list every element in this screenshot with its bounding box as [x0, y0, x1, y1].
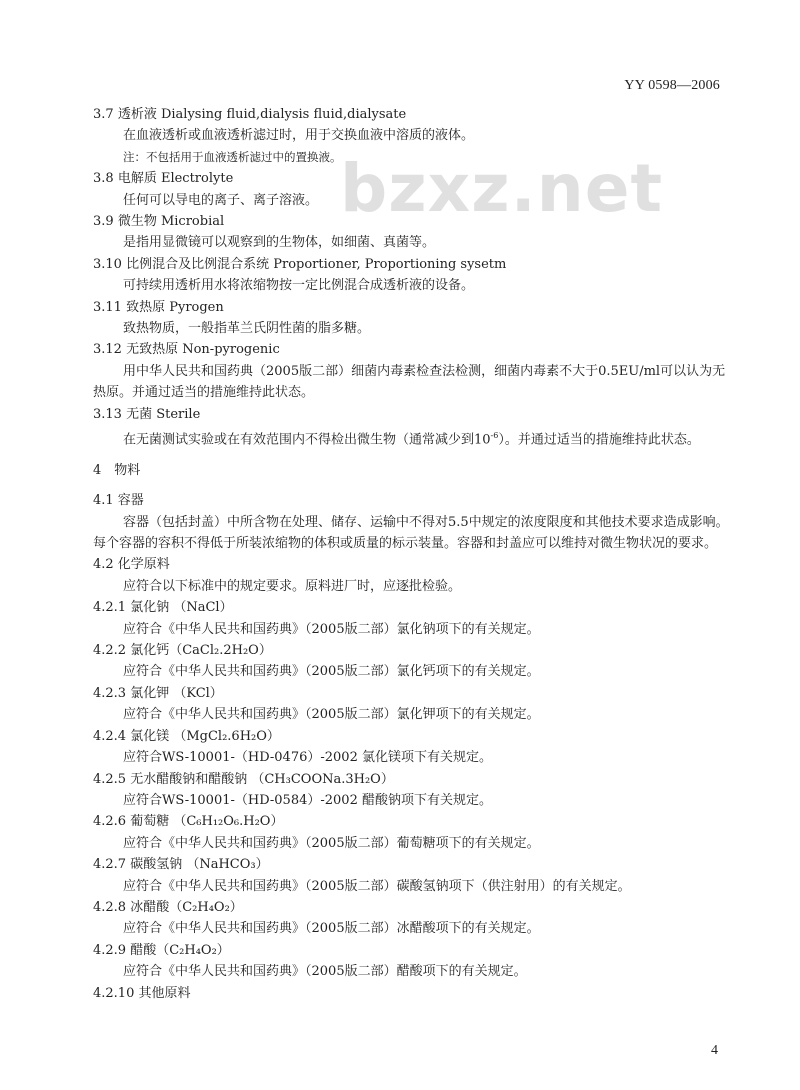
body-4-2-9: 应符合《中华人民共和国药典》（2005版二部）醋酸项下的有关规定。: [123, 964, 527, 980]
body-4-2-6: 应符合《中华人民共和国药典》（2005版二部）葡萄糖项下的有关规定。: [123, 835, 540, 851]
def-body-3-8: 任何可以导电的离子、离子溶液。: [123, 192, 319, 208]
watermark: bzxz.net: [340, 150, 664, 227]
def-heading-3-12: 3.12 无致热原 Non-pyrogenic: [93, 342, 280, 358]
def-body-3-12: 用中华人民共和国药典（2005版二部）细菌内毒素检查法检测，细菌内毒素不大于0.5EU/ml可以认为无热原。并通过适当的措施维持此状态。: [93, 363, 726, 401]
section-4-title: 4 物料: [93, 462, 141, 478]
heading-4-2-6: 4.2.6 葡萄糖 （C₆H₁₂O₆.H₂O）: [93, 814, 284, 830]
heading-4-2-1: 4.2.1 氯化钠 （NaCl）: [93, 600, 233, 616]
def-heading-3-7: 3.7 透析液 Dialysing fluid,dialysis fluid,dialysate: [93, 107, 407, 122]
heading-4-2-3: 4.2.3 氯化钾 （KCl）: [93, 685, 223, 701]
def-heading-3-10: 3.10 比例混合及比例混合系统 Proportioner, Proportioning sysetm: [93, 256, 507, 272]
heading-4-2-4: 4.2.4 氯化镁 （MgCl₂.6H₂O）: [93, 728, 280, 744]
def-body-3-9: 是指用显微镜可以观察到的生物体，如细菌、真菌等。: [123, 235, 436, 251]
def-heading-3-8: 3.8 电解质 Electrolyte: [93, 171, 234, 187]
heading-4-2-8: 4.2.8 冰醋酸（C₂H₄O₂）: [93, 899, 243, 915]
def-body-3-10: 可持续用透析用水将浓缩物按一定比例混合成透析液的设备。: [123, 278, 475, 294]
document-body: [93, 104, 733, 1004]
body-4-2: 应符合以下标准中的规定要求。原料进厂时，应逐批检验。: [123, 578, 462, 594]
body-4-2-5: 应符合WS-10001-（HD-0584）-2002 醋酸钠项下有关规定。: [123, 792, 492, 808]
body-4-2-2: 应符合《中华人民共和国药典》（2005版二部）氯化钙项下的有关规定。: [123, 664, 540, 680]
def-body-3-7: 在血液透析或血液透析滤过时，用于交换血液中溶质的液体。: [123, 128, 475, 144]
def-heading-3-13: 3.13 无菌 Sterile: [93, 406, 201, 422]
body-4-2-4: 应符合WS-10001-（HD-0476）-2002 氯化镁项下有关规定。: [123, 750, 492, 766]
heading-4-2-2: 4.2.2 氯化钙（CaCl₂.2H₂O）: [93, 643, 272, 659]
body-4-2-1: 应符合《中华人民共和国药典》（2005版二部）氯化钠项下的有关规定。: [123, 621, 540, 637]
heading-4-2: 4.2 化学原料: [93, 557, 170, 573]
heading-4-2-5: 4.2.5 无水醋酸钠和醋酸钠 （CH₃COONa.3H₂O）: [93, 771, 394, 787]
heading-4-2-10: 4.2.10 其他原料: [93, 985, 191, 1001]
heading-4-1: 4.1 容器: [93, 493, 144, 509]
def-body-3-13: 在无菌测试实验或在有效范围内不得检出微生物（通常减少到$10^{-6}$）。并通过适当的措施维持此状态。: [123, 431, 700, 448]
page-number: 4: [711, 1043, 718, 1058]
heading-4-2-7: 4.2.7 碳酸氢钠 （NaHCO₃）: [93, 857, 269, 873]
standard-code: YY 0598—2006: [624, 78, 720, 93]
body-4-2-8: 应符合《中华人民共和国药典》（2005版二部）冰醋酸项下的有关规定。: [123, 921, 540, 937]
body-4-1: 容器（包括封盖）中所含物在处理、储存、运输中不得对5.5中规定的浓度限度和其他技术要求造成影响。每个容器的容积不得低于所装浓缩物的体积或质量的标示装量。容器和封盖应可以维持对微生物状况的要求。: [93, 514, 729, 552]
body-4-2-7: 应符合《中华人民共和国药典》（2005版二部）碳酸氢钠项下（供注射用）的有关规定。: [123, 878, 631, 894]
def-body-3-11: 致热物质，一般指革兰氏阴性菌的脂多糖。: [123, 321, 371, 337]
def-note-3-7: 注：不包括用于血液透析滤过中的置换液。: [123, 149, 342, 164]
heading-4-2-9: 4.2.9 醋酸（C₂H₄O₂）: [93, 942, 230, 958]
def-heading-3-9: 3.9 微生物 Microbial: [93, 214, 225, 230]
body-4-2-3: 应符合《中华人民共和国药典》（2005版二部）氯化钾项下的有关规定。: [123, 707, 540, 723]
def-heading-3-11: 3.11 致热原 Pyrogen: [93, 299, 224, 315]
